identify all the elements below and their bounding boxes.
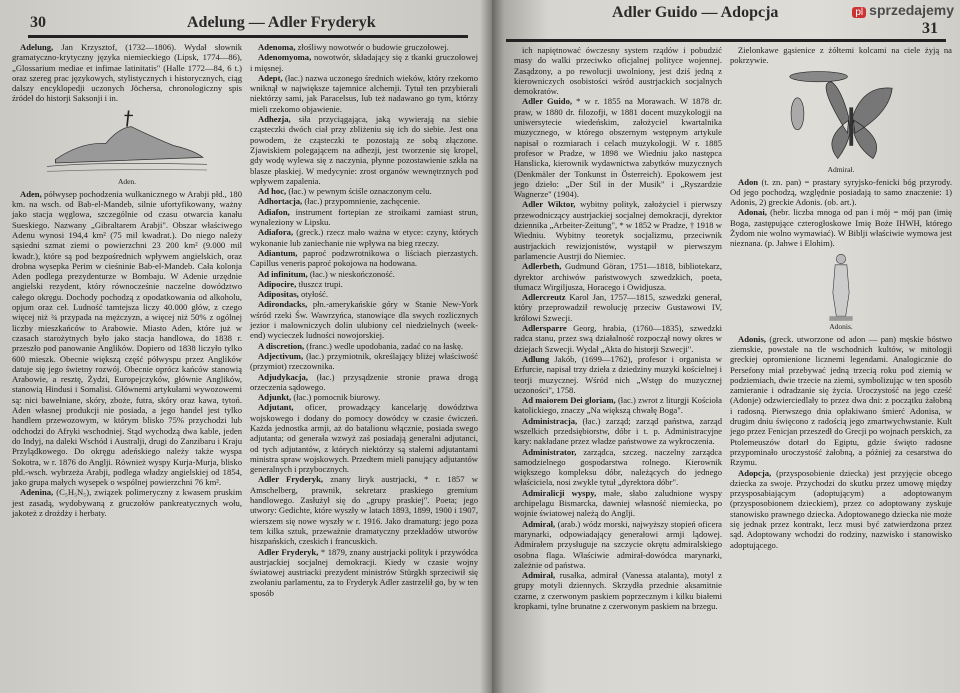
entry-text: płn.-amerykańskie góry w Stanie New-York wśród rzeki Św. Wawrzyńca, stanowiące dla swych rozlicznych jezior i malowniczych dolin ulubiony cel niedzielnych (week-end) wycieczek ludności nowojorskiej. xyxy=(250,299,478,341)
encyclopedia-entry xyxy=(514,488,722,519)
entry-text: oficer, prowadzący kancelarję dowództwa wojskowego i dodany do pomocy dowódcy w czasie ćwiczeń. Każda jednostka armji, aż do batalionu włącznie, posiada swego adjutanta; od generała wzwyż zaś posiadają generalni adjutanci, od tych adjutantów, z których niektórzy są stałemi adjutantami ministra spraw wojskowych. Przedtem mieli panujący adjutantów generalnych i przybocznych. xyxy=(250,402,478,475)
encyclopedia-entry xyxy=(250,114,478,186)
entry-term: Admiralicji wyspy, xyxy=(522,487,597,498)
encyclopedia-entry xyxy=(250,42,478,52)
entry-term: Adlung xyxy=(522,353,550,364)
encyclopedia-entry xyxy=(250,341,478,351)
entry-text: Gudmund Göran, 1751—1818, bibliotekarz, dyrektor archiwów państwowych szwedzkich, poeta, tłumacz Wirgiljusza, Horacego i Owidjusza. xyxy=(514,261,722,292)
entry-term: Adiafon, xyxy=(258,206,290,217)
watermark xyxy=(852,2,954,21)
entry-text: (łac.) przymiotnik, określający bliżej właściwość (przymiot) rzeczownika. xyxy=(250,350,478,372)
entry-text: znany liryk austrjacki, * r. 1857 w Amschelberg, prawnik, sekretarz praskiego gremium handlowego. Zasłużył się do „grupy praskiej". Poeta; jego utwory: Gedichte, które wyszły w latach 1893, 1899, 1900 i 1907, wierszem się nowe wyszły w r. 1916. Jako dramaturg: jego poza tem kilka sztuk, przeważnie dramatyczny przekładów utworów hiszpańskich, czeskich i francuskich. xyxy=(250,474,478,547)
entry-text: paproć podzwrotnikowa o liściach pierzastych. Capillus veneris paproć pokojowa na hodowana. xyxy=(250,247,478,269)
running-head: Adler Guido — Adopcja xyxy=(612,4,779,21)
entry-text: (łac.) zarząd; zarząd państwa, zarząd wszelkich przedsiębiorstw, dóbr i t. p. Administracyjne kary: nakładane przez władze państwowe za wykroczenia. xyxy=(514,415,722,447)
entry-text: małe, słabo zaludnione wyspy archipelagu Bismarcka, dawniej własność niemiecka, po wojnie światowej należą do Anglji. xyxy=(514,487,722,519)
entry-term: Adiafora, xyxy=(258,227,294,238)
entry-text: Karol Jan, 1757—1815, szwedzki generał, który przeprowadził rewolucję przeciw Gustawowi IV, królowi Szwecji. xyxy=(514,292,722,323)
entry-text: (t. zn. pan) = prastary syryjsko-fenicki bóg przyrody. Od jego pochodzą, względnie posiadają to samo znaczenie: 1) Adonis, 2) greckie Adonis. (ob. art.). xyxy=(730,176,952,208)
entry-term: Administrator, xyxy=(522,446,577,457)
entry-term: Adjutant, xyxy=(258,402,294,413)
encyclopedia-entry xyxy=(730,334,952,468)
encyclopedia-entry xyxy=(514,96,722,199)
encyclopedia-entry xyxy=(250,227,478,248)
entry-text: rusałka, admirał (Vanessa atalanta), motyl z grupy motyli dziennych. Skrzydła przednie aksamitnie czarne, z czerwonym paskiem poprzecznym i kilku białemi kropkami, tylne brunatne z czerwonym paskiem na brzegu. xyxy=(514,570,722,612)
entry-text: (greck.) rzecz mało ważna w etyce: czyny, których wykonanie lub zaniechanie nie wpływa na bieg rzeczy. xyxy=(250,227,478,248)
encyclopedia-entry xyxy=(250,547,478,598)
entry-term: Adonai, xyxy=(738,207,767,218)
encyclopedia-entry xyxy=(250,269,478,279)
encyclopedia-entry xyxy=(250,351,478,372)
column-left-1 xyxy=(12,42,242,518)
entry-term: Adelung, xyxy=(20,42,54,52)
watermark-text: sprzedajemy xyxy=(869,2,954,18)
entry-term: Adenoma, xyxy=(258,42,296,52)
encyclopedia-entry xyxy=(514,45,722,96)
encyclopedia-entry xyxy=(12,189,242,488)
encyclopedia-entry xyxy=(250,279,478,289)
entry-term: Adjunkt, xyxy=(258,392,292,403)
entry-term: Adopcja, xyxy=(738,467,772,478)
entry-text: (łac.) pomocnik biurowy. xyxy=(291,392,381,403)
illustration xyxy=(12,107,242,186)
entry-term: A discretion, xyxy=(258,340,305,351)
entry-text: (C₅H₅N₅), związek polimeryczny z kwasem pruskim jest zasadą, wydobywaną z gruczołów pankreatycznych wołu, jakoteż z drożdży i herbaty. xyxy=(12,487,242,518)
entry-term: Adon xyxy=(738,176,759,187)
entry-term: Admirał, xyxy=(522,570,556,581)
encyclopedia-entry xyxy=(514,447,722,488)
entry-term: Adler Fryderyk, xyxy=(258,474,324,485)
encyclopedia-entry xyxy=(250,299,478,340)
entry-text: Zielonkawe gąsienice z żółtemi kolcami na ciele żyją na pokrzywie. xyxy=(730,45,952,66)
illustration xyxy=(730,252,952,331)
entry-text: Jan Krzysztof, (1732—1806). Wydał słownik gramatyczno-krytyczny języka niemieckiego (Lipsk, 1774—86), „Glossarium mediae et infimae latinitatis" (Halle 1772—84, 6 t.) oraz szereg prac językowych, stylistycznych i historycznych, ciąg dalszy encyklopedji uczonych Jöchersa, chronologiczny spis źródeł do historji Saksonji i in. xyxy=(12,42,242,104)
entry-term: Adipositas, xyxy=(258,289,299,300)
entry-text: (przysposobienie dziecka) jest przyjęcie obcego dziecka za swoje. Przychodzi do skutku przez umowę między przysposabiającym (adoptującym) a adoptowanym (przysposobionem dzieckiem), przez co adoptowany zyskuje stanowisko prawnego dziecka. Adoptowanego dziecka nie może się jednak przez kontrakt, lecz musi być zatwierdzona przez sąd. Adoptowany wchodzi do rodziny, nazwisko i stanowisko adoptującego. xyxy=(730,467,952,550)
entry-text: złośliwy nowotwór o budowie gruczołowej. xyxy=(295,42,449,52)
encyclopedia-entry xyxy=(514,261,722,292)
entry-text: (greck. utworzone od adon — pan) męskie bóstwo ziemskie, powstałe na tle wschodnich kultów, w mitologji greckiej opromienione licznemi legendami. Analogicznie do Persefony miał przebywać jedną trzecią roku pod ziemią w podziemiach, dwie trzecie na ziemi, symbolizując w ten sposób zamieranie i odradzanie się życia. Uroczystość na jego cześć (Adonje) odzwierciedlały to przez dwa dni: z początku żałobną i radosną. Pierwszego dnia opłakiwano śmierć Adonisa, w drugim dniu święcono z radością jego zmartwychwstanie. Kult jego przez Fenicjan przeszedł do Grecji po wojnach perskich, za Ptolemeuszów dotarł do Egiptu, gdzie święto radosne przypominało uroczystość żałobną, a później za cesarstwa do Rzymu. xyxy=(730,333,952,468)
column-right-2 xyxy=(730,45,952,550)
entry-text: (hebr. liczba mnoga od pan i mój = mój pan (imię Boga, zastępujące czterogłoskowe Imię Boże IHWH, którego Żydom nie wolno wymawiać). W Biblji właściwie wymowa jest nieznana. (p. Jahwe i Elohim). xyxy=(730,207,952,249)
encyclopedia-entry xyxy=(514,323,722,354)
encyclopedia-entry xyxy=(250,52,478,73)
encyclopedia-entry xyxy=(250,372,478,393)
encyclopedia-entry xyxy=(730,468,952,550)
entry-term: Adenina, xyxy=(20,487,54,498)
encyclopedia-entry xyxy=(250,474,478,546)
page-number: 30 xyxy=(30,14,46,31)
entry-term: Administracja, xyxy=(522,415,578,426)
entry-text: * w r. 1855 na Morawach. W 1878 dr. praw, w 1880 dr. filozofji, w 1881 docent muzykologji na uniwersytecie wiedeńskim, założyciel kwartalnika muzycznego, w którego obszernym wstępnym artykule napisał o rozmiarach i celach muzykologji. W r. 1885 profesor w Pradze, w 1898 we Wiedniu jako następca Hanslicka, kierownik wydawnictwa zabytków muzycznych (Denkmäler der Tonkunst in Österreich). Epokowem jest jego dzieło: „Der Stil in der Musik" i „Ryszardzie Wagnerze" (1904). xyxy=(514,96,722,200)
entry-text: (łac.) w pewnym ściśle oznaczonym celu. xyxy=(286,186,432,197)
entry-term: Adonis, xyxy=(738,333,766,344)
entry-text: (franc.) wedle upodobania, zadać co na łaskę. xyxy=(304,340,464,351)
encyclopedia-entry xyxy=(250,207,478,228)
entry-text: (łac.) nazwa uczonego średnich wieków, który rzekomo wniknął w największe tajemnice alchemji. Tytuł ten przybierali niektórzy sami, jak Paracelsus, lub też nadawano go tym, którzy mieli rzekomo objawienie. xyxy=(250,72,478,114)
encyclopedia-entry xyxy=(514,199,722,261)
entry-text: ich napiętnować ówczesny system rządów i pobudzić masy do walki przeciwko oficjalnej polityce wojennej. Zasądzony, a po rewolucji uwolniony, jest dziś jedną z kierowniczych osobistości wśród austrjackich socjalnych demokratów. xyxy=(514,45,722,97)
entry-text: otyłość. xyxy=(298,289,328,300)
encyclopedia-entry xyxy=(12,487,242,518)
entry-text: wybitny polityk, założyciel i pierwszy przewodniczący austrjackiej socjalnej demokracji, dyrektor dziennika „Arbeiter-Zeitung", * w 1852 w Pradze, † 1918 w Wiedniu. Wybitny teoretyk socjalizmu, przeciwnik austrjackich rewizjonistów, wystąpił w pierwszym parlamencie Austrji do Niemiec. xyxy=(514,199,722,261)
encyclopedia-entry xyxy=(514,416,722,447)
encyclopedia-entry xyxy=(250,73,478,114)
entry-term: Ad maiorem Dei gloriam, xyxy=(522,395,616,406)
encyclopedia-entry xyxy=(730,207,952,248)
entry-text: tłuszcz trupi. xyxy=(296,278,343,289)
encyclopedia-entry xyxy=(250,196,478,206)
encyclopedia-entry xyxy=(514,519,722,570)
entry-term: Adjudykacja, xyxy=(258,371,308,382)
encyclopedia-entry xyxy=(250,248,478,269)
entry-term: Adirondacks, xyxy=(258,299,308,310)
entry-term: Adipocire, xyxy=(258,278,297,289)
encyclopedia-entry xyxy=(250,186,478,196)
header-rule xyxy=(506,39,946,42)
page-number: 31 xyxy=(922,20,938,37)
entry-term: Adept, xyxy=(258,72,283,83)
column-left-2 xyxy=(250,42,478,598)
watermark-badge: pl xyxy=(852,7,866,18)
encyclopedia-entry xyxy=(12,42,242,104)
encyclopedia-entry xyxy=(250,392,478,402)
entry-term: Adler Guido, xyxy=(522,96,573,107)
column-right-1 xyxy=(514,45,722,611)
entry-text: Jakób, (1699—1762), profesor i organista w Erfurcie, napisał trzy dzieła z dziedziny muzyki kościelnej i teorji muzycznej. Wśród nich „Wstęp do muzycznej uczoności", 1758. xyxy=(514,353,722,395)
figure-caption: Admirał. xyxy=(827,164,855,174)
entry-term: Adhezja, xyxy=(258,114,291,125)
figure-caption: Aden. xyxy=(117,176,137,186)
encyclopedia-entry xyxy=(514,570,722,611)
entry-term: Adlersparre xyxy=(522,323,567,334)
right-page xyxy=(492,0,960,693)
figure-caption: Adonis. xyxy=(829,321,853,331)
entry-text: * 1879, znany austrjacki polityk i przywódca austrjackiej socjalnej demokracji. Kiedy w czasie wojny światowej austriacki prezydent ministrów Stürgkh sprzeciwił się zwołaniu parlamentu, za to Fryderyk Adler zastrzelił go, by w ten sposób xyxy=(250,546,478,598)
entry-term: Adler Fryderyk, xyxy=(258,546,319,557)
entry-term: Ad hoc, xyxy=(258,186,287,197)
entry-text: (łac.) przypomnienie, zachęcenie. xyxy=(302,196,421,207)
encyclopedia-entry xyxy=(514,354,722,395)
entry-term: Adhortacja, xyxy=(258,196,303,207)
entry-term: Ad infinitum, xyxy=(258,268,308,279)
encyclopedia-entry xyxy=(514,395,722,416)
entry-term: Adlerbeth, xyxy=(522,261,562,272)
encyclopedia-entry xyxy=(730,177,952,208)
entry-term: Adler Wiktor, xyxy=(522,199,576,210)
encyclopedia-entry xyxy=(250,289,478,299)
running-head: Adelung — Adler Fryderyk xyxy=(187,14,376,31)
entry-term: Adenomyoma, xyxy=(258,52,312,63)
entry-text: siła przyciągająca, jaką wywierają na siebie cząsteczki dwóch ciał przy zbliżeniu się ich do siebie. Jest ona powodem, że cząsteczki te pozostają ze sobą złączone. Zjawiskiem polegającem na adhezji, jest tworzenie się kropel, gdy wodę wylewa się z naczynia, płynne pozostawienie szkła na blasze płaskiej. W medycynie: zrost organów wewnętrznych pod wpływem zapalenia. xyxy=(250,114,478,186)
entry-text: (łac.) zwrot z liturgji Kościoła katolickiego, znaczy „Na większą chwałę Boga". xyxy=(514,395,722,416)
entry-text: (łac.) w nieskończoność. xyxy=(307,268,395,279)
entry-term: Aden, xyxy=(20,188,42,199)
header-rule xyxy=(28,35,468,38)
entry-text: instrument fortepian ze stroikami zamiast strun, wynaleziony w Lipsku. xyxy=(250,206,478,228)
entry-term: Adjectivum, xyxy=(258,350,304,361)
entry-term: Adlercreutz xyxy=(522,292,566,303)
entry-text: zarządca, szczeg. naczelny zarządca samodzielnego gospodarstwa rolnego. Kierownik większego kompleksu dóbr, należących do jednego właściciela, nosi zwykle tytuł „dyrektora dóbr". xyxy=(514,446,722,488)
entry-text: nowotwór, składający się z tkanki gruczołowej i mięsnej. xyxy=(250,52,478,73)
entry-text: półwysep pochodzenia wulkanicznego w Arabji płd., 180 km. na wsch. od Bab-el-Mandeb, silnie ufortyfikowany, ważny jako stacja węglowa, szczególnie od czasu otwarcia kanału Sueskiego. Nazwany „Gibraltarem Arabji". Obszar właściwego Adenu wynosi 194,4 km² (75 mil kwadrat.). Do niego należy sąsiedni szmat ziemi o powierzchni 23 200 km² (9.000 mil kwadr.), które są pod bezpośrednich wpływem angielskich, oraz drobna wysepka Perim w cieśninie Bab-el-Mandeb. Cała kolonja Aden podlega prezydenturze w Bombaju. W Adenie urzędnie angielski rezydent, który równocześnie naczelne dowództwo całego okręgu. Dochody pochodzą z opodatkowania od alkoholu, opjum oraz ceł. Ludność tamtejsza liczy 40.000 głów, z czego więcej niż ¾ przypada na mężczyzn, a więcej niż 50% z ogólnej liczby mieszkańców to Arabowie. Miasto Aden, które już w czasach starożytnych było jako stacja handlowa, do 1838 r. przeszło pod panowanie Anglików. Dopiero od 1838 liczyło tylko 600 mieszk. Obecnie większą część półwyspu przez Anglików datuje się jego świetny rozwój. Obecnie oprócz kańców stanowią Arabowie, a resztę, Żydzi, Europejczyków, głównie Anglików, stanowią Hindusi i Somalisi. Głównemi artykułami wywozowemi są: nici bawełniane, skóry, zboże, futra, skóry oraz kawa, tytoń. Aden własnej produkcji nie posiada, a jego handel jest tylko handlem przewozowym, w którym blisko 75% przychodzi lub odchodzi do Afryki wschodniej. Stąd wychodzą dwa kable, jeden do Indyj, na daleki Wschód i Australji, drugi do Zanzibaru i Kraju Przylądkowego. Do okręgu adeńskiego należy także wyspa Sokotra, w r. 1876 do Anglji. Również wyspy Kurja-Murja, blisko płd.-wsch. wybrzeża Arabji, podlega władzy angielskiej od 1854, jako grupa małych wysepek o wspólnej powierzchni 76 km². xyxy=(12,188,242,488)
encyclopedia-entry xyxy=(514,292,722,323)
entry-term: Adiantum, xyxy=(258,247,298,258)
entry-text: (arab.) wódz morski, najwyższy stopień oficera marynarki, odpowiadający generałowi armji lądowej. Admirałem przysługuje na szczycie okrętu admiralskiego osobna flaga. Właściwie admirał-dowódca marynarki, zależnie od państwa. xyxy=(514,518,722,570)
illustration xyxy=(730,69,952,174)
entry-text: Georg, hrabia, (1760—1835), szwedzki radca stanu, przez swą działalność rozpoczął nowy okres w dziejach Szwecji. Wydał „Akta do historji Szwecji". xyxy=(514,323,722,354)
entry-text: (łac.) przysądzenie stronie prawa drogą orzeczenia sądowego. xyxy=(250,371,478,392)
entry-term: Admirał, xyxy=(522,518,556,529)
encyclopedia-entry xyxy=(250,402,478,474)
encyclopedia-entry xyxy=(730,45,952,66)
